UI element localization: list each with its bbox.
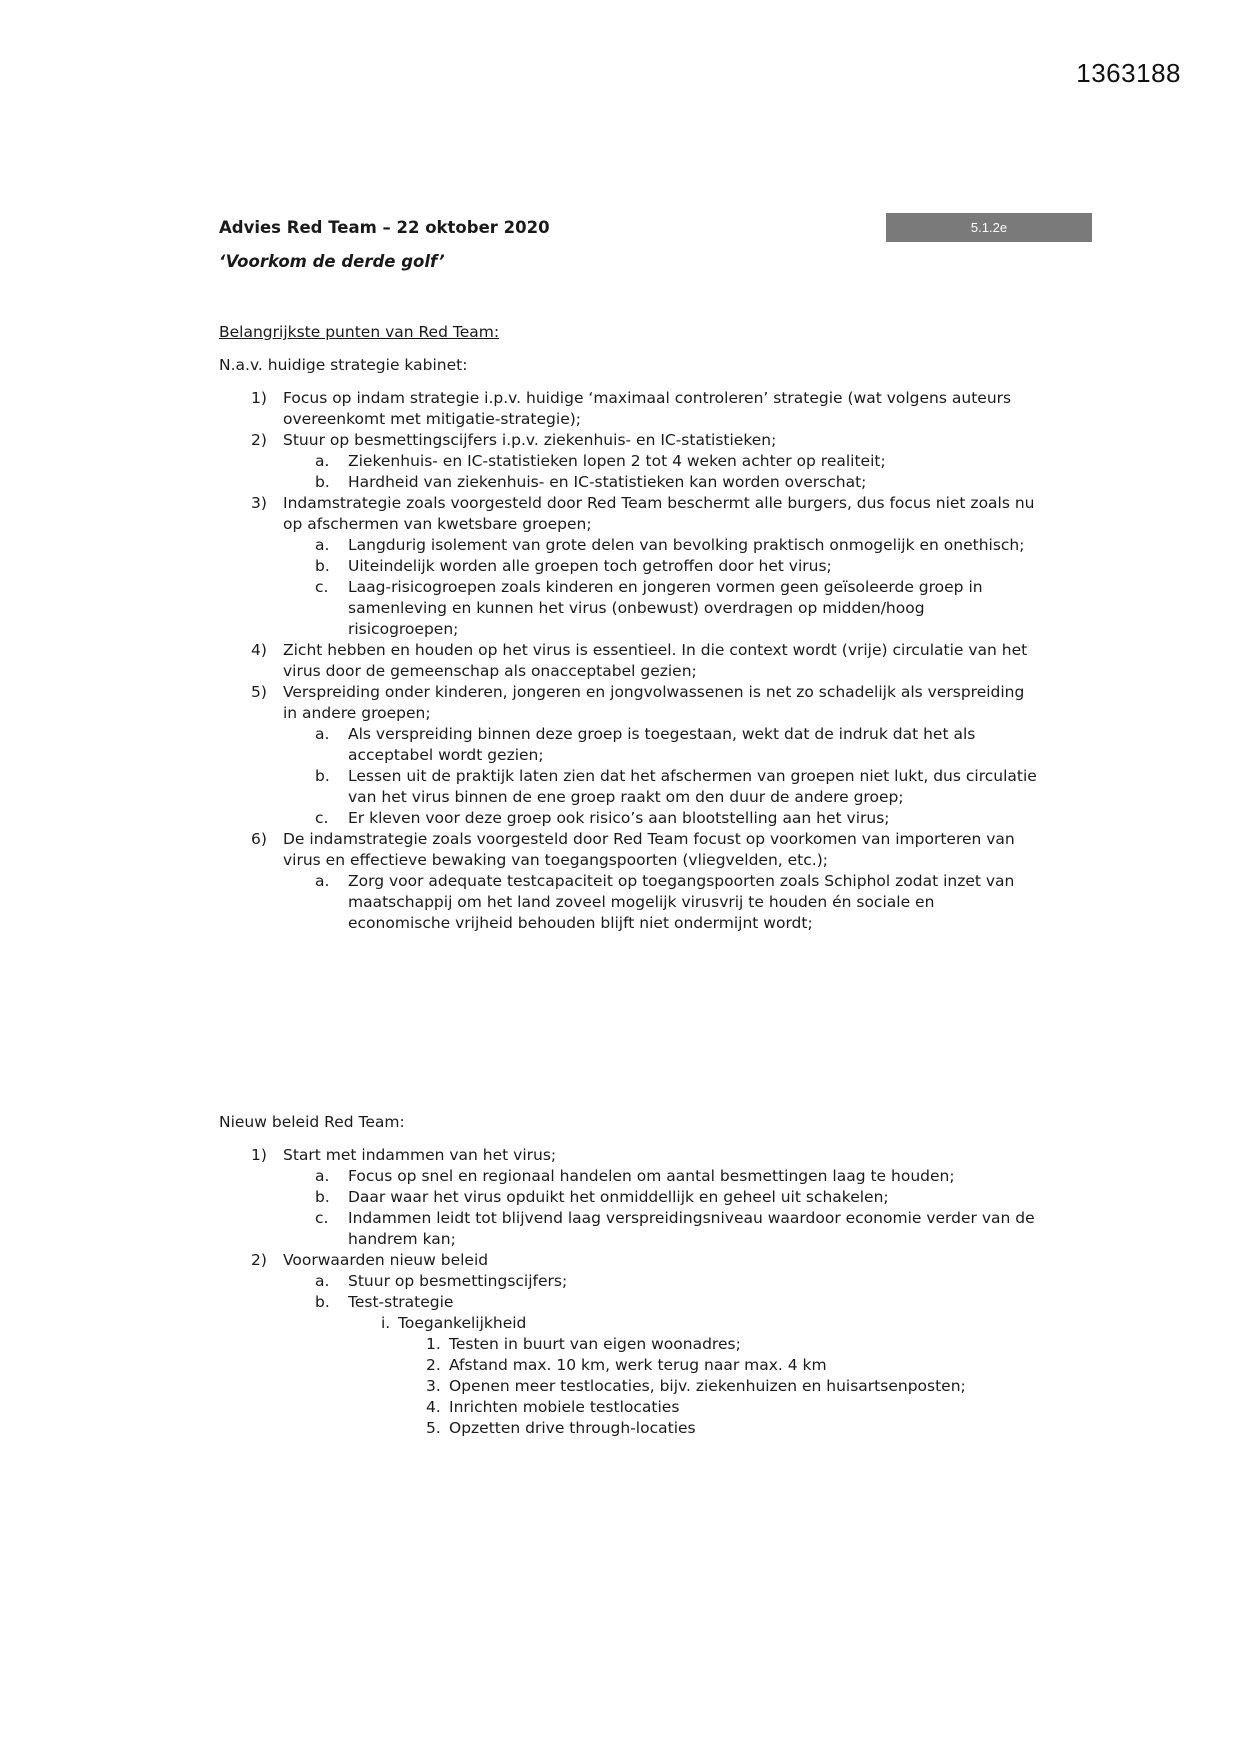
list-item: b. Daar waar het virus opduikt het onmiddellijk en geheel uit schakelen;	[315, 1188, 889, 1206]
list-item: c. Er kleven voor deze groep ook risico’s aan blootstelling aan het virus;	[315, 809, 890, 827]
list-item: 3. Openen meer testlocaties, bijv. ziekenhuizen en huisartsenposten;	[426, 1377, 966, 1395]
section-heading: Belangrijkste punten van Red Team:	[219, 323, 500, 341]
sub-list	[283, 724, 1039, 829]
list-item: a. Focus op snel en regionaal handelen om aantal besmettingen laag te houden;	[315, 1167, 955, 1185]
list-item: c. Indammen leidt tot blijvend laag verspreidingsniveau waardoor economie verder van de handrem kan;	[315, 1209, 1035, 1248]
list-item: 2. Afstand max. 10 km, werk terug naar max. 4 km	[426, 1356, 827, 1374]
list-item: a. Als verspreiding binnen deze groep is toegestaan, wekt dat de indruk dat het als acceptabel wordt gezien;	[315, 725, 976, 764]
section-heading: Nieuw beleid Red Team:	[219, 1113, 405, 1131]
list-item: 4) Zicht hebben en houden op het virus is essentieel. In die context wordt (vrije) circulatie van het virus door de gemeenschap als onacceptabel gezien;	[251, 641, 1028, 680]
list-item: 5. Opzetten drive through-locaties	[426, 1419, 696, 1437]
list-item: 2) Stuur op besmettingscijfers i.p.v. ziekenhuis- en IC-statistieken; a. Ziekenhuis- en IC-statistieken lopen 2 tot 4 weken achter op realiteit; b. Hardheid van ziekenhuis- en IC-statistieken kan worden overschat;	[219, 430, 1039, 493]
list-item: 1) Start met indammen van het virus; a. Focus op snel en regionaal handelen om aantal besmettingen laag te houden; b. Daar waar het virus opduikt het onmiddellijk en geheel uit schakelen; c. Indammen leidt tot blijvend laag verspreidingsniveau waardoor economie verder van de handrem kan;	[219, 1145, 1039, 1250]
list-item: b. Uiteindelijk worden alle groepen toch getroffen door het virus;	[315, 557, 832, 575]
list-item: 2) Voorwaarden nieuw beleid a. Stuur op besmettingscijfers; b. Test-strategie i. Toegankelijkheid 1. Testen in buurt van eigen woonadres; 2. Afstand max. 10 km, werk terug naar max. 4 km 3. Openen meer testlocaties, bijv. ziekenhuizen en huisartsenposten; 4. Inrichten mobiele testlocaties 5. Opzetten drive through-locaties	[219, 1250, 1039, 1439]
list-item: c. Laag-risicogroepen zoals kinderen en jongeren vormen geen geïsoleerde groep in samenleving en kunnen het virus (onbewust) overdragen op midden/hoog risicogroepen;	[315, 578, 983, 638]
roman-list	[283, 1313, 1039, 1334]
list-item: b. Test-strategie	[315, 1293, 454, 1311]
list-item: b. Hardheid van ziekenhuis- en IC-statistieken kan worden overschat;	[315, 473, 867, 491]
list-item: 6) De indamstrategie zoals voorgesteld door Red Team focust op voorkomen van importeren van virus en effectieve bewaking van toegangspoorten (vliegvelden, etc.); a. Zorg voor adequate testcapaciteit op toegangspoorten zoals Schiphol zodat inzet van maatschappij om het land zoveel mogelijk virusvrij te houden én sociale en economische vrijheid behouden blijft niet ondermijnt wordt;	[219, 829, 1039, 934]
new-policy-list	[219, 1145, 1039, 1439]
key-points-list	[219, 388, 1039, 934]
list-item: 1. Testen in buurt van eigen woonadres;	[426, 1335, 741, 1353]
list-item: 4. Inrichten mobiele testlocaties	[426, 1398, 680, 1416]
list-item: 3) Indamstrategie zoals voorgesteld door Red Team beschermt alle burgers, dus focus niet zoals nu op afschermen van kwetsbare groepen; a. Langdurig isolement van grote delen van bevolking praktisch onmogelijk en onethisch; b. Uiteindelijk worden alle groepen toch getroffen door het virus; c. Laag-risicogroepen zoals kinderen en jongeren vormen geen geïsoleerde groep in samenleving en kunnen het virus (onbewust) overdragen op midden/hoog risicogroepen;	[219, 493, 1039, 640]
numbered-points-list	[283, 1334, 1039, 1439]
redaction-label: 5.1.2e	[886, 213, 1092, 242]
list-item: a. Zorg voor adequate testcapaciteit op toegangspoorten zoals Schiphol zodat inzet van maatschappij om het land zoveel mogelijk virusvrij te houden én sociale en economische vrijheid behouden blijft niet ondermijnt wordt;	[315, 872, 1015, 932]
list-item: 1) Focus op indam strategie i.p.v. huidige ‘maximaal controleren’ strategie (wat volgens auteurs overeenkomt met mitigatie-strategie);	[251, 389, 1012, 428]
list-item: i. Toegankelijkheid	[381, 1314, 527, 1332]
document-title: Advies Red Team – 22 oktober 2020	[219, 218, 550, 237]
list-item: a. Langdurig isolement van grote delen van bevolking praktisch onmogelijk en onethisch;	[315, 536, 1025, 554]
section-intro: N.a.v. huidige strategie kabinet:	[219, 356, 468, 374]
document-id: 1363188	[1076, 58, 1181, 88]
document-subtitle: ‘Voorkom de derde golf’	[219, 252, 445, 271]
section-new-policy	[219, 1112, 1039, 1439]
list-item: a. Ziekenhuis- en IC-statistieken lopen 2 tot 4 weken achter op realiteit;	[315, 452, 886, 470]
sub-list	[283, 1166, 1039, 1250]
sub-list	[283, 451, 1039, 493]
section-key-points	[219, 322, 1039, 934]
sub-list	[283, 535, 1039, 640]
list-item: a. Stuur op besmettingscijfers;	[315, 1272, 568, 1290]
sub-list	[283, 1271, 1039, 1313]
list-item: 5) Verspreiding onder kinderen, jongeren en jongvolwassenen is net zo schadelijk als verspreiding in andere groepen; a. Als verspreiding binnen deze groep is toegestaan, wekt dat de indruk dat het als acceptabel wordt gezien; b. Lessen uit de praktijk laten zien dat het afschermen van groepen niet lukt, dus circulatie van het virus binnen de ene groep raakt om den duur de andere groep; c. Er kleven voor deze groep ook risico’s aan blootstelling aan het virus;	[219, 682, 1039, 829]
list-item: b. Lessen uit de praktijk laten zien dat het afschermen van groepen niet lukt, dus circulatie van het virus binnen de ene groep raakt om den duur de andere groep;	[315, 767, 1037, 806]
sub-list	[283, 871, 1039, 934]
